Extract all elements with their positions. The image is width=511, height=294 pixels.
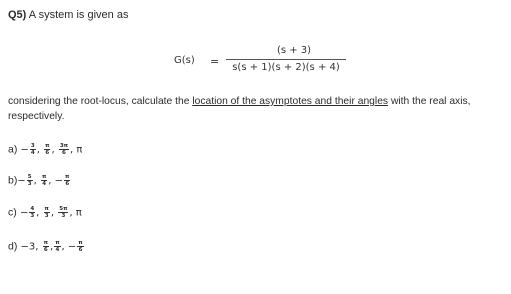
fraction-1: $\frac{4}{3}$	[30, 206, 35, 219]
fraction-2: $\frac{\pi}{6}$	[45, 143, 50, 156]
question-intro: A system is given as	[28, 9, 129, 21]
option-c[interactable]	[8, 206, 82, 219]
fraction-3: $\frac{\pi}{6}$	[65, 174, 70, 187]
separator: ,	[36, 144, 40, 156]
fraction-2: $\frac{\pi}{4}$	[55, 240, 60, 253]
option-lead: −	[17, 175, 26, 187]
separator: ,	[50, 241, 54, 253]
fraction-1: $\frac{3}{4}$	[30, 143, 35, 156]
fraction-1: $\frac{\pi}{6}$	[43, 240, 48, 253]
separator: , −	[61, 241, 77, 253]
option-lead: −	[19, 207, 29, 219]
option-d[interactable]	[8, 240, 85, 253]
separator: ,	[51, 144, 55, 156]
question-text-underlined: location of the asymptotes and their angles	[192, 96, 389, 107]
option-lead: −	[20, 144, 29, 156]
option-b[interactable]	[8, 174, 71, 187]
fraction-bar	[226, 59, 346, 60]
separator: ,	[50, 207, 55, 219]
question-text	[8, 94, 503, 124]
fraction-2: $\frac{\pi}{4}$	[41, 174, 47, 187]
option-label: d)	[8, 240, 18, 253]
question-number: Q5)	[8, 9, 27, 21]
fraction-3: $\frac{3\pi}{6}$	[59, 143, 69, 156]
option-tail: , π	[69, 207, 82, 219]
transfer-function-denominator: s(s + 1)(s + 2)(s + 4)	[232, 62, 340, 73]
option-label: c)	[8, 206, 17, 219]
option-label: a)	[8, 143, 18, 156]
option-lead: −3,	[20, 241, 39, 253]
transfer-function-numerator: (s + 3)	[276, 45, 312, 56]
fraction-2: $\frac{\pi}{3}$	[44, 206, 49, 219]
fraction-1: $\frac{5}{3}$	[27, 174, 32, 187]
option-label: b)	[8, 174, 18, 187]
fraction-3: $\frac{5\pi}{3}$	[59, 206, 68, 219]
separator: , −	[48, 175, 64, 187]
question-text-part2: with the real axis, respectively.	[8, 96, 471, 122]
option-a[interactable]	[8, 143, 82, 156]
fraction-3: $\frac{\pi}{6}$	[78, 240, 83, 253]
question-title	[8, 9, 128, 21]
separator: ,	[36, 207, 40, 219]
transfer-function-lhs: G(s)	[174, 55, 195, 66]
option-tail: , π	[70, 144, 83, 156]
question-text-part1: considering the root-locus, calculate the	[8, 96, 193, 107]
equals-sign: =	[210, 55, 220, 68]
separator: ,	[33, 175, 37, 187]
